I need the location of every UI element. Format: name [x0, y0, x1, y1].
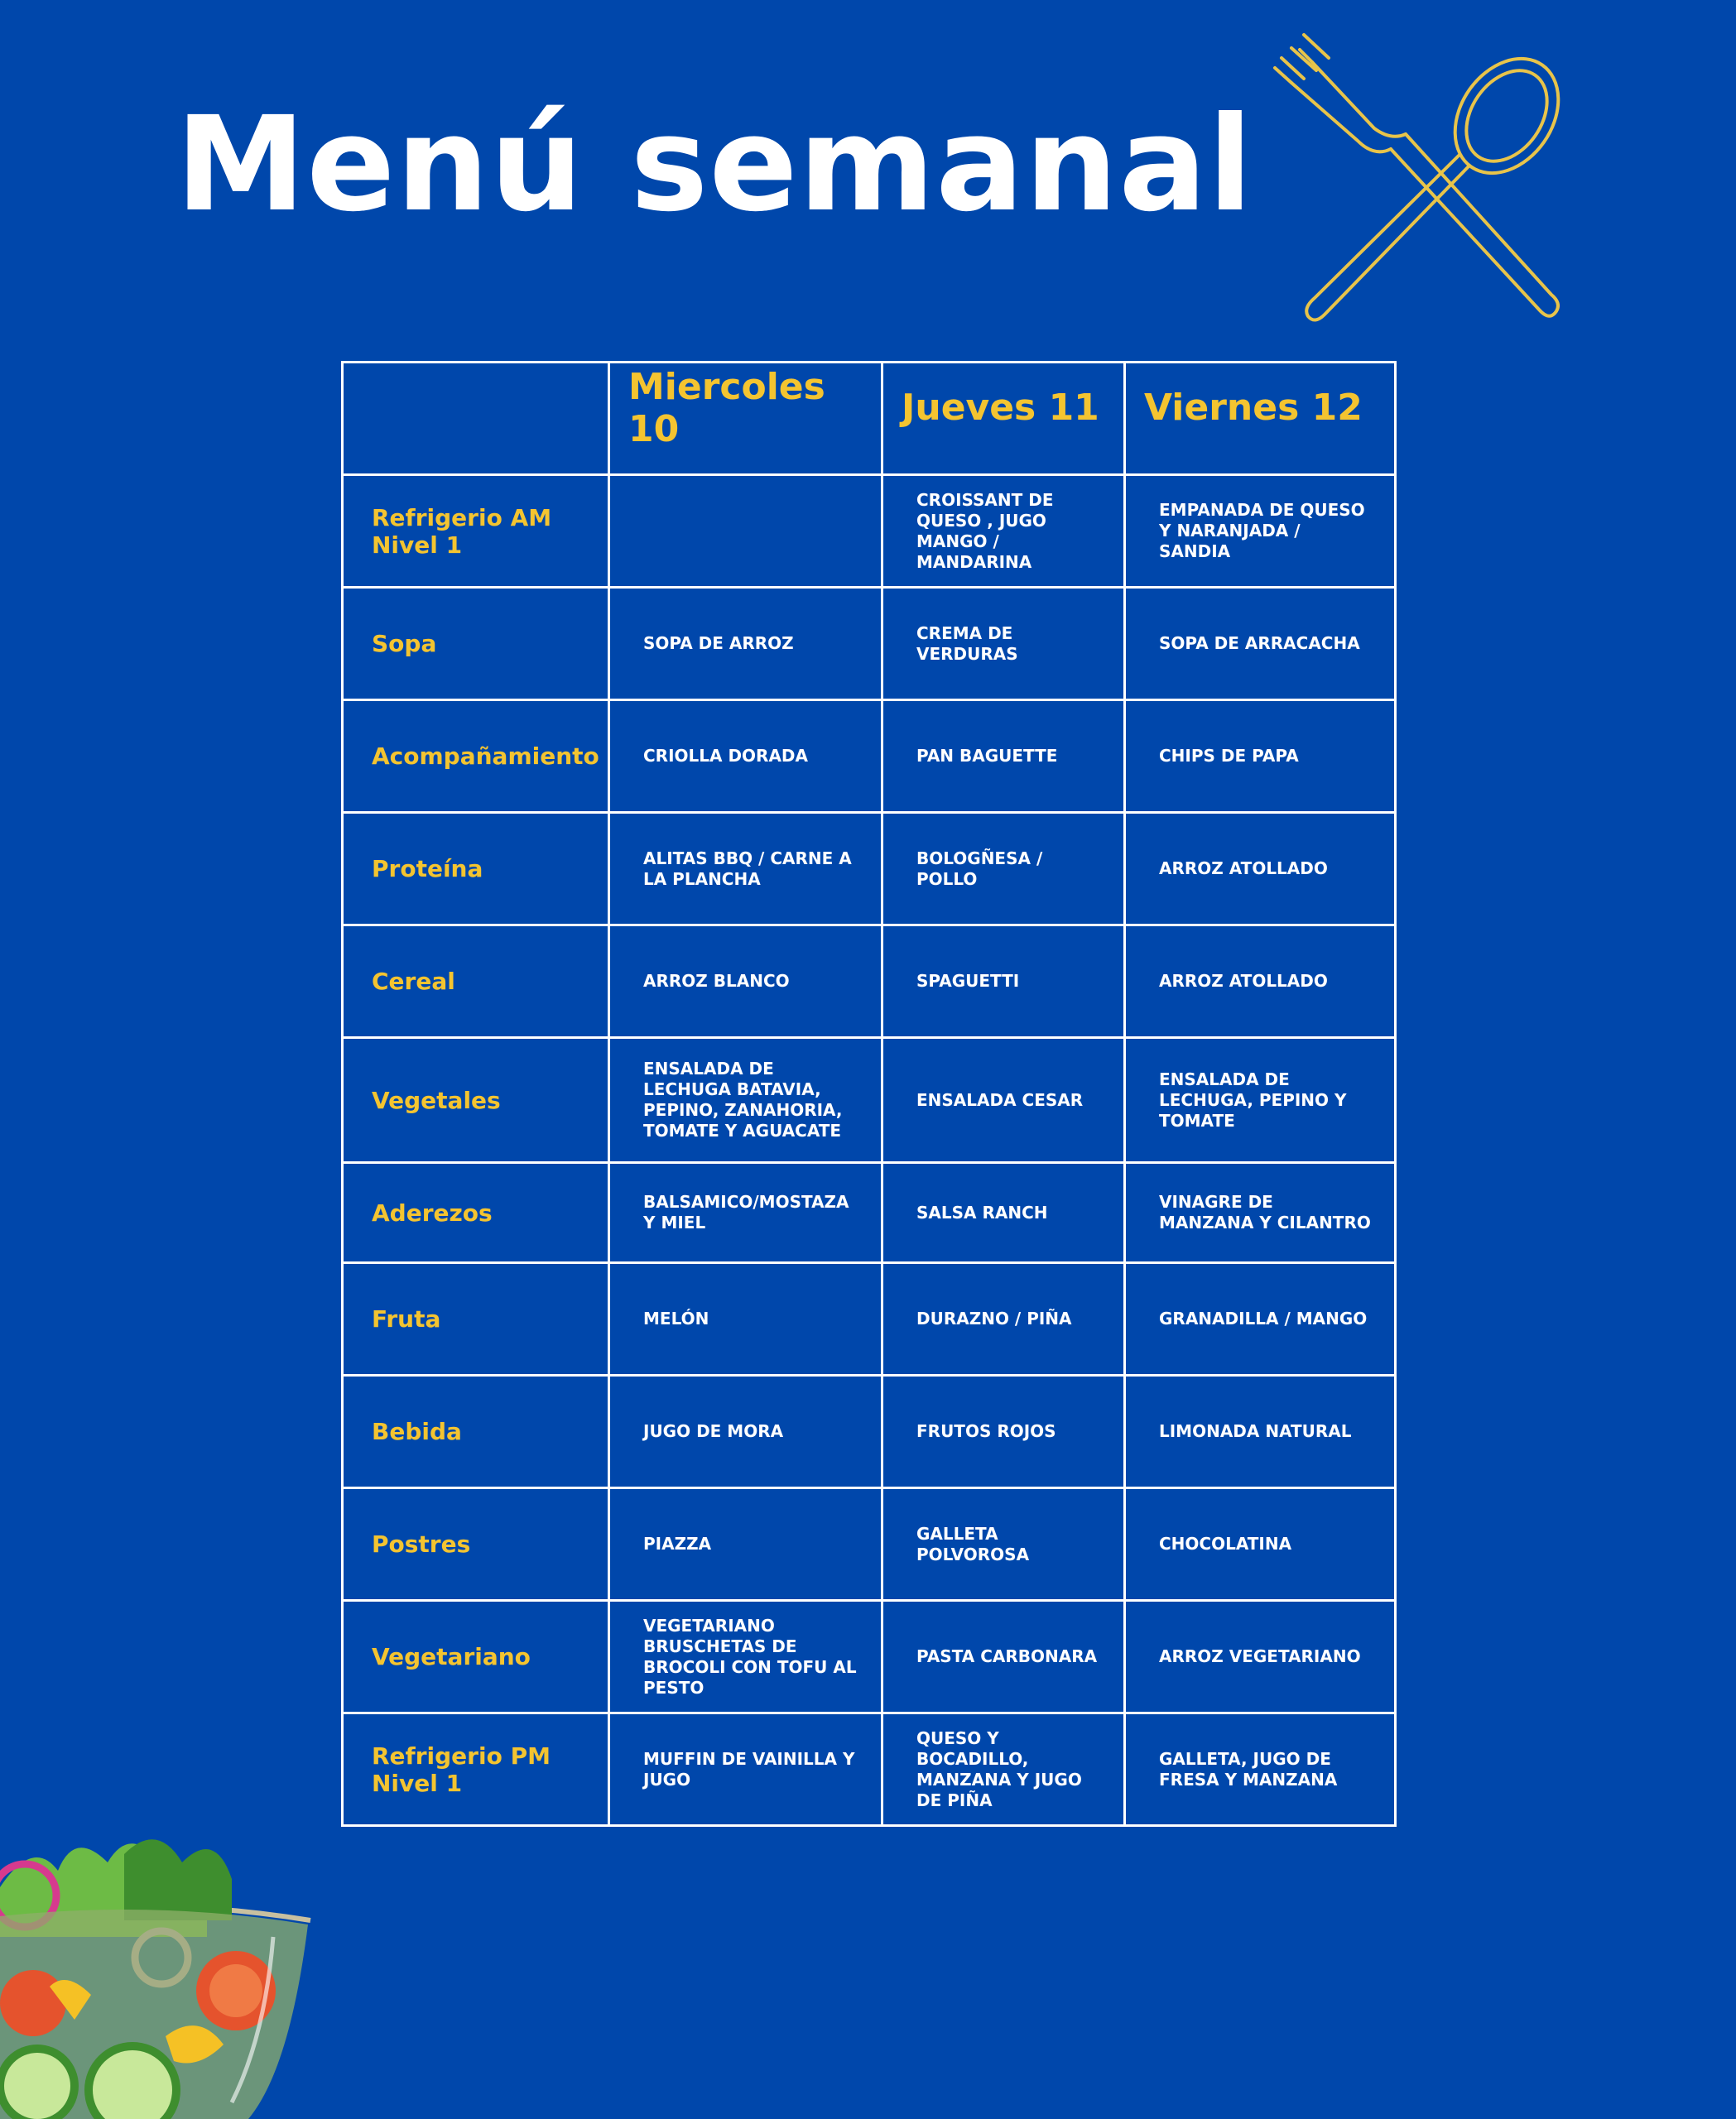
- menu-item: ARROZ ATOLLADO: [1125, 925, 1396, 1038]
- category-label: Proteína: [343, 813, 609, 925]
- header-row: [343, 363, 1396, 475]
- menu-row: [343, 1601, 1396, 1713]
- menu-row: [343, 1713, 1396, 1826]
- menu-item: SPAGUETTI: [882, 925, 1125, 1038]
- menu-row: [343, 475, 1396, 588]
- menu-item: VEGETARIANO BRUSCHETAS DE BROCOLI CON TOFU AL PESTO: [609, 1601, 882, 1713]
- menu-item: BALSAMICO/MOSTAZA Y MIEL: [609, 1163, 882, 1263]
- category-label: Bebida: [343, 1376, 609, 1488]
- menu-item: SALSA RANCH: [882, 1163, 1125, 1263]
- category-label: Vegetariano: [343, 1601, 609, 1713]
- menu-item: SOPA DE ARRACACHA: [1125, 588, 1396, 700]
- menu-row: [343, 813, 1396, 925]
- menu-item: PAN BAGUETTE: [882, 700, 1125, 813]
- menu-item: GRANADILLA / MANGO: [1125, 1263, 1396, 1376]
- menu-item: ARROZ ATOLLADO: [1125, 813, 1396, 925]
- menu-item: ENSALADA DE LECHUGA, PEPINO Y TOMATE: [1125, 1038, 1396, 1163]
- menu-row: [343, 1263, 1396, 1376]
- menu-item: VINAGRE DE MANZANA Y CILANTRO: [1125, 1163, 1396, 1263]
- category-label: Acompañamiento: [343, 700, 609, 813]
- menu-row: [343, 925, 1396, 1038]
- day-header: Miercoles 10: [609, 363, 882, 475]
- fork-and-spoon-icon: [1267, 25, 1598, 331]
- category-label: Cereal: [343, 925, 609, 1038]
- menu-item: LIMONADA NATURAL: [1125, 1376, 1396, 1488]
- category-label: Aderezos: [343, 1163, 609, 1263]
- menu-item: CRIOLLA DORADA: [609, 700, 882, 813]
- category-label: Sopa: [343, 588, 609, 700]
- menu-item: CHIPS DE PAPA: [1125, 700, 1396, 813]
- menu-item: FRUTOS ROJOS: [882, 1376, 1125, 1488]
- menu-item: JUGO DE MORA: [609, 1376, 882, 1488]
- day-header: Jueves 11: [882, 363, 1125, 475]
- menu-item: GALLETA, JUGO DE FRESA Y MANZANA: [1125, 1713, 1396, 1826]
- menu-row: [343, 1488, 1396, 1601]
- menu-table: [341, 361, 1397, 1827]
- menu-item: CREMA DE VERDURAS: [882, 588, 1125, 700]
- page-title: Menú semanal: [176, 89, 1254, 241]
- menu-item: MUFFIN DE VAINILLA Y JUGO: [609, 1713, 882, 1826]
- menu-item: PASTA CARBONARA: [882, 1601, 1125, 1713]
- menu-item: BOLOGÑESA / POLLO: [882, 813, 1125, 925]
- menu-item: GALLETA POLVOROSA: [882, 1488, 1125, 1601]
- menu-item: SOPA DE ARROZ: [609, 588, 882, 700]
- menu-row: [343, 588, 1396, 700]
- menu-item: CROISSANT DE QUESO , JUGO MANGO / MANDARINA: [882, 475, 1125, 588]
- menu-row: [343, 700, 1396, 813]
- corner-cell: [343, 363, 609, 475]
- menu-item: ENSALADA CESAR: [882, 1038, 1125, 1163]
- menu-item: QUESO Y BOCADILLO, MANZANA Y JUGO DE PIÑA: [882, 1713, 1125, 1826]
- menu-item: MELÓN: [609, 1263, 882, 1376]
- category-label: Refrigerio AM Nivel 1: [343, 475, 609, 588]
- salad-bowl-icon: [0, 1821, 315, 2119]
- menu-item: [609, 475, 882, 588]
- menu-item: ARROZ BLANCO: [609, 925, 882, 1038]
- category-label: Postres: [343, 1488, 609, 1601]
- menu-row: [343, 1038, 1396, 1163]
- menu-row: [343, 1376, 1396, 1488]
- day-header: Viernes 12: [1125, 363, 1396, 475]
- menu-item: ARROZ VEGETARIANO: [1125, 1601, 1396, 1713]
- menu-row: [343, 1163, 1396, 1263]
- menu-item: ALITAS BBQ / CARNE A LA PLANCHA: [609, 813, 882, 925]
- menu-item: PIAZZA: [609, 1488, 882, 1601]
- menu-item: EMPANADA DE QUESO Y NARANJADA / SANDIA: [1125, 475, 1396, 588]
- menu-item: DURAZNO / PIÑA: [882, 1263, 1125, 1376]
- menu-item: ENSALADA DE LECHUGA BATAVIA, PEPINO, ZANAHORIA, TOMATE Y AGUACATE: [609, 1038, 882, 1163]
- category-label: Fruta: [343, 1263, 609, 1376]
- category-label: Vegetales: [343, 1038, 609, 1163]
- menu-item: CHOCOLATINA: [1125, 1488, 1396, 1601]
- category-label: Refrigerio PM Nivel 1: [343, 1713, 609, 1826]
